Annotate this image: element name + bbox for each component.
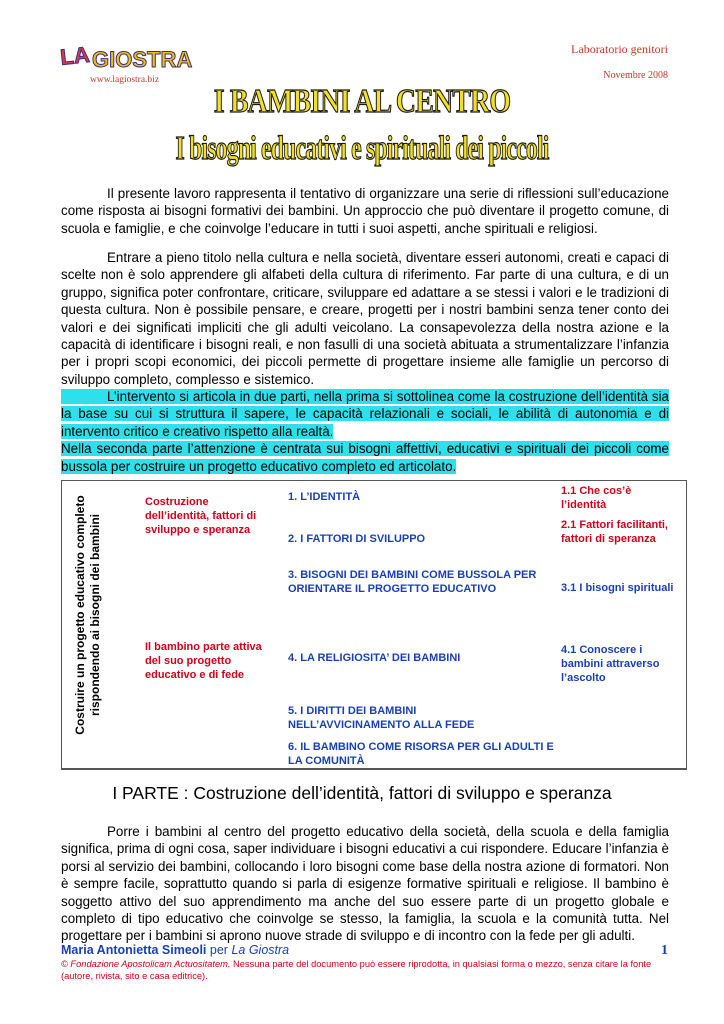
scheme-item-4: 4. LA RELIGIOSITA’ DEI BAMBINI [288, 652, 461, 664]
header-date: Novembre 2008 [603, 70, 668, 81]
scheme-right-3: 3.1 I bisogni spirituali [561, 582, 674, 594]
scheme-right-1: 1.1 Che cos’è l’identità [561, 485, 632, 511]
paragraph-culture: Entrare a pieno titolo nella cultura e nella società, diventare esseri autonomi, creati e capaci di scelte non è solo apprendere gli alfabeti della cultura di riferimento. Far parte di una cultura, e di un gruppo, significa poter confrontare, criticare, sviluppare ed adattare a se stessi i valori e le tradizioni di questa cultura. Non è possibile pensare, e creare, progetti per i nostri bambini senza tener conto dei valori e dei significati impliciti che gli adulti veicolano. La consapevolezza della nostra azione e la capacità di identificare i bisogni reali, e non fasulli di una società abituata a strumentalizzare l’infanzia per i propri scopi economici, dei piccoli permette di progettare insieme alle famiglie un percorso di sviluppo completo, complesso e sistemico. [61, 250, 669, 387]
footer-copyright: © Fondazione Apostolicam Actuositatem. Nessuna parte del documento può essere riprodotta, in qualsiasi forma o mezzo, senza citare la fonte (autore, rivista, sito e casa editrice). [61, 959, 652, 981]
sub-title: I bisogni educativi e spirituali dei piccoli [175, 130, 549, 167]
scheme-left-bottom: Il bambino parte attiva del suo progetto educativo e di fede [145, 641, 262, 681]
scheme-item-5: 5. I DIRITTI DEI BAMBINI NELL’AVVICINAMENTO ALLA FEDE [288, 705, 475, 731]
paragraph-section-body: Porre i bambini al centro del progetto educativo della società, della scuola e della famiglia significa, prima di ogni cosa, saper individuare i bisogni educativi a cui rispondere. Educare l’infanzia è porsi al servizio dei bambini, collocando i loro bisogni come base della nostra azione di formatori. Non è sempre facile, soprattutto quando si parla di esigenze formative spirituali e religiose. Il bambino è soggetto attivo del suo apprendimento ma anche del suo essere parte di un progetto globale e completo di tipo educativo che coinvolge se stesso, la famiglia, la scuola e la comunità tutta. Nel progettare per i bambini si aprono nuove strade di sviluppo e di incontro con la fede per gli adulti. [61, 824, 669, 944]
footer-author: Maria Antonietta Simeoli per La Giostra [61, 943, 290, 957]
paragraph-highlighted: L’intervento si articola in due parti, nella prima si sottolinea come la costruzione dell’identità sia la base su cui si struttura il sapere, le capacità relazionali e sociali, le abilità di autonomia e di intervento critico e creativo rispetto alla realtà. Nella seconda parte l’attenzione è centrata sui bisogni affettivi, educativi e spirituali dei piccoli come bussola per costruire un progetto educativo completo ed articolato. [61, 389, 669, 474]
scheme-item-3: 3. BISOGNI DEI BAMBINI COME BUSSOLA PER ORIENTARE IL PROGETTO EDUCATIVO [288, 569, 537, 595]
scheme-item-2: 2. I FATTORI DI SVILUPPO [288, 533, 426, 545]
scheme-item-6: 6. IL BAMBINO COME RISORSA PER GLI ADULTI E LA COMUNITÀ [288, 741, 554, 767]
page-number: 1 [661, 943, 668, 958]
scheme-right-4: 4.1 Conoscere i bambini attraverso l’ascolto [561, 644, 660, 684]
logo-la: LA [59, 41, 91, 70]
header-lab-label: Laboratorio genitori [571, 42, 668, 56]
scheme-right-2: 2.1 Fattori facilitanti, fattori di speranza [561, 519, 668, 545]
paragraph-intro: Il presente lavoro rappresenta il tentativo di organizzare una serie di riflessioni sull’educazione come risposta ai bisogni formativi dei bambini. Un approccio che può diventare il progetto comune, di scuola e famiglie, e che coinvolge l’educare in tutti i suoi aspetti, anche spirituali e religiosi. [61, 186, 669, 236]
logo-giostra: GIOSTRA [92, 47, 193, 72]
main-title: I BAMBINI AL CENTRO [213, 83, 511, 120]
scheme-left-top: Costruzione dell’identità, fattori di sviluppo e speranza [145, 496, 257, 536]
la-giostra-logo [58, 33, 196, 79]
section-title: I PARTE : Costruzione dell’identità, fattori di sviluppo e speranza [112, 783, 612, 803]
site-url[interactable]: www.lagiostra.biz [90, 75, 160, 85]
scheme-vertical-label: Costruire un progetto educativo completo rispondendo ai bisogni dei bambini [73, 495, 102, 735]
scheme-item-1: 1. L’IDENTITÀ [288, 491, 361, 503]
